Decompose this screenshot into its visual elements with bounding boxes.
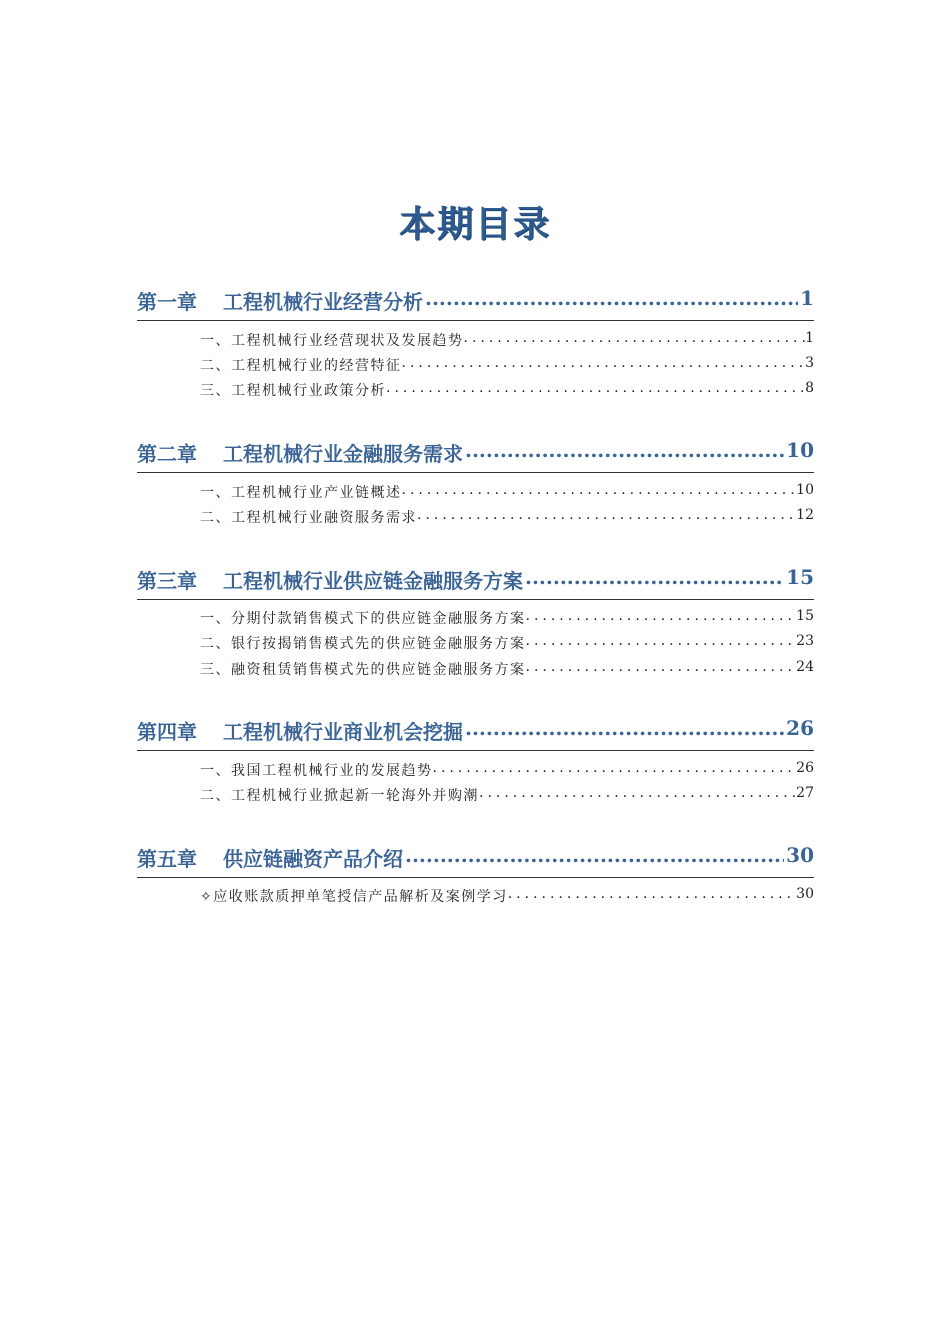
section-page-number: 3 [805, 355, 814, 371]
chapter-page-number: 10 [786, 438, 814, 462]
dot-leader [465, 438, 784, 462]
dot-leader [402, 355, 806, 371]
section-title: ✧应收账款质押单笔授信产品解析及案例学习 [200, 889, 508, 905]
dot-leader [526, 659, 797, 675]
dot-leader [386, 380, 805, 396]
chapter-1-heading[interactable] [137, 286, 814, 321]
dot-leader [433, 760, 797, 776]
section-title: 三、工程机械行业政策分析 [200, 383, 386, 399]
section-page-number: 8 [805, 380, 814, 396]
chapter-5-heading[interactable] [137, 843, 814, 878]
chapter-number: 第五章 [137, 847, 197, 871]
section-page-number: 10 [796, 482, 814, 498]
chapter-number: 第四章 [137, 720, 197, 744]
chapter-title: 工程机械行业商业机会挖掘 [223, 720, 463, 744]
chapter-title: 工程机械行业经营分析 [223, 290, 423, 314]
section-title: 一、分期付款销售模式下的供应链金融服务方案 [200, 611, 526, 627]
chapter-number: 第一章 [137, 290, 197, 314]
chapter-title: 工程机械行业供应链金融服务方案 [223, 569, 523, 593]
toc-entry[interactable] [200, 608, 814, 630]
chapter-page-number: 26 [786, 716, 814, 740]
page-title: 本期目录 [398, 204, 551, 245]
dot-leader [526, 608, 797, 624]
chapter-2-heading[interactable] [137, 438, 814, 473]
chapter-title: 工程机械行业金融服务需求 [223, 442, 463, 466]
toc-entry[interactable] [200, 659, 814, 681]
chapter-3-heading[interactable] [137, 565, 814, 600]
section-page-number: 26 [796, 760, 814, 776]
section-page-number: 23 [796, 633, 814, 649]
section-title: 二、银行按揭销售模式先的供应链金融服务方案 [200, 636, 526, 652]
dot-leader [402, 482, 797, 498]
toc-entry[interactable] [200, 507, 814, 529]
dot-leader [417, 507, 796, 523]
section-page-number: 24 [796, 659, 814, 675]
section-title: 一、工程机械行业产业链概述 [200, 485, 402, 501]
chapter-title: 供应链融资产品介绍 [223, 847, 403, 871]
chapter-page-number: 30 [786, 843, 814, 867]
section-title: 二、工程机械行业掀起新一轮海外并购潮 [200, 788, 479, 804]
chapter-number: 第二章 [137, 442, 197, 466]
section-title: 三、融资租赁销售模式先的供应链金融服务方案 [200, 662, 526, 678]
toc-entry[interactable] [200, 355, 814, 377]
chapter-number: 第三章 [137, 569, 197, 593]
section-title: 一、我国工程机械行业的发展趋势 [200, 763, 433, 779]
toc-entry[interactable] [200, 633, 814, 655]
toc-entry[interactable] [200, 330, 814, 352]
dot-leader [525, 565, 784, 589]
dot-leader [425, 286, 798, 310]
section-page-number: 15 [796, 608, 814, 624]
toc-entry[interactable] [200, 760, 814, 782]
dot-leader [405, 843, 784, 867]
toc-entry[interactable] [200, 886, 814, 908]
section-title: 二、工程机械行业融资服务需求 [200, 510, 417, 526]
section-page-number: 12 [796, 507, 814, 523]
section-page-number: 30 [796, 886, 814, 902]
section-page-number: 1 [805, 330, 814, 346]
dot-leader [464, 330, 806, 346]
chapter-page-number: 15 [786, 565, 814, 589]
chapter-page-number: 1 [800, 286, 814, 310]
toc-entry[interactable] [200, 482, 814, 504]
section-page-number: 27 [796, 785, 814, 801]
dot-leader [479, 785, 796, 801]
dot-leader [508, 886, 796, 902]
chapter-4-heading[interactable] [137, 716, 814, 751]
dot-leader [465, 716, 784, 740]
dot-leader [526, 633, 797, 649]
toc-entry[interactable] [200, 380, 814, 402]
section-title: 一、工程机械行业经营现状及发展趋势 [200, 333, 464, 349]
toc-entry[interactable] [200, 785, 814, 807]
section-title: 二、工程机械行业的经营特征 [200, 358, 402, 374]
